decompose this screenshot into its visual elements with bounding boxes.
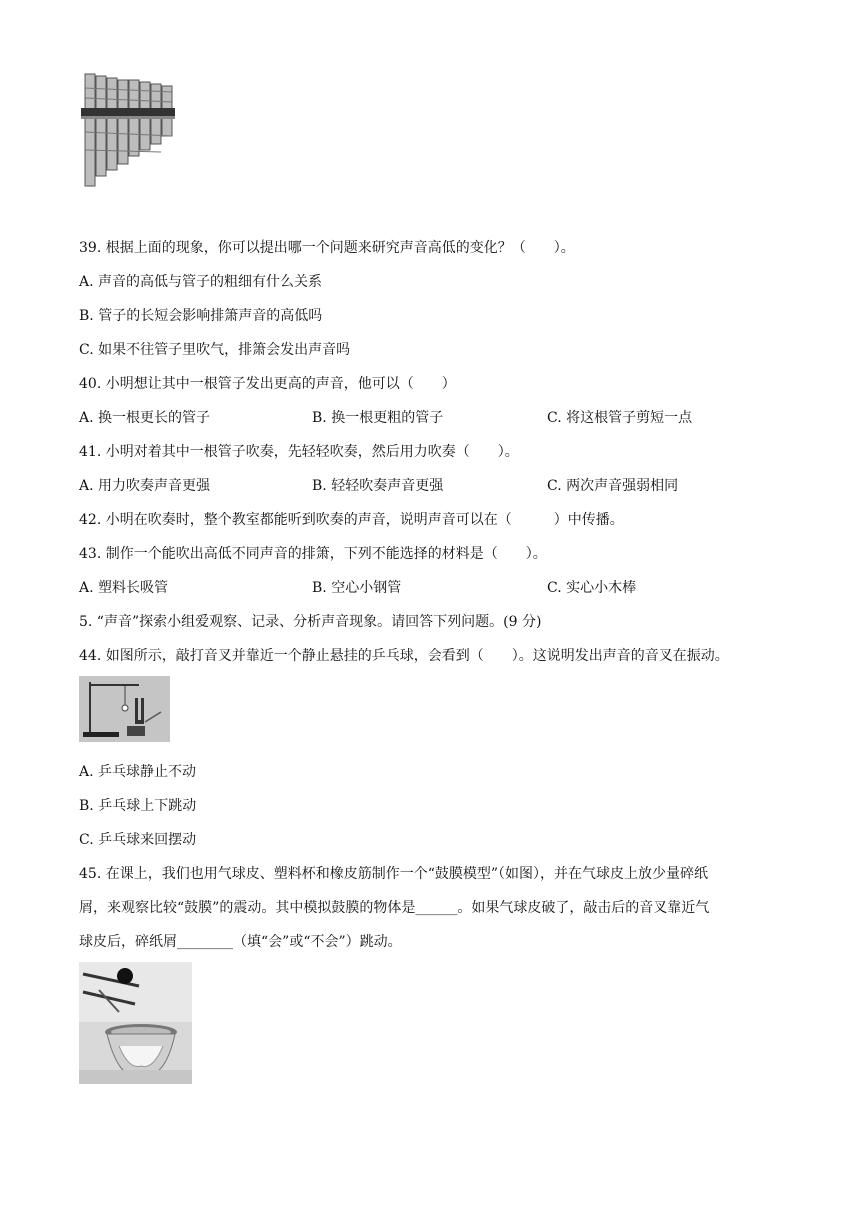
- question-43-option-a[interactable]: A. 塑料长吸管: [79, 580, 169, 596]
- question-39-option-a[interactable]: A. 声音的高低与管子的粗细有什么关系: [79, 274, 323, 290]
- question-45-line-2: 屑，来观察比较“鼓膜”的震动。其中模拟鼓膜的物体是______。如果气球皮破了，敲击后的音叉靠近气: [79, 900, 710, 916]
- question-41-option-b[interactable]: B. 轻轻吹奏声音更强: [312, 478, 444, 494]
- question-44-option-c[interactable]: C. 乒乓球来回摆动: [79, 832, 197, 848]
- question-44-option-a[interactable]: A. 乒乓球静止不动: [79, 764, 197, 780]
- question-44-option-b[interactable]: B. 乒乓球上下跳动: [79, 798, 197, 814]
- panpipe-image: [79, 70, 177, 192]
- eardrum-model-image: [79, 962, 192, 1084]
- question-40-option-b[interactable]: B. 换一根更粗的管子: [312, 410, 444, 426]
- question-40-stem: 40. 小明想让其中一根管子发出更高的声音，他可以（ ）: [79, 376, 456, 392]
- question-43-stem: 43. 制作一个能吹出高低不同声音的排箫，下列不能选择的材料是（ ）。: [79, 546, 547, 562]
- question-45-line-1: 45. 在课上，我们也用气球皮、塑料杯和橡皮筋制作一个“鼓膜模型”（如图），并在气球皮上放少量碎纸: [79, 866, 709, 882]
- question-41-stem: 41. 小明对着其中一根管子吹奏，先轻轻吹奏，然后用力吹奏（ ）。: [79, 444, 519, 460]
- tuning-fork-image: [79, 676, 170, 764]
- question-39-option-b[interactable]: B. 管子的长短会影响排箫声音的高低吗: [79, 308, 323, 324]
- question-43-option-c[interactable]: C. 实心小木棒: [547, 580, 637, 596]
- question-43-option-b[interactable]: B. 空心小钢管: [312, 580, 402, 596]
- question-42-stem: 42. 小明在吹奏时，整个教室都能听到吹奏的声音，说明声音可以在（ ）中传播。: [79, 512, 624, 528]
- question-40-option-a[interactable]: A. 换一根更长的管子: [79, 410, 211, 426]
- question-39-option-c[interactable]: C. 如果不往管子里吹气，排箫会发出声音吗: [79, 342, 351, 358]
- question-45-line-3: 球皮后，碎纸屑________（填“会”或“不会”）跳动。: [79, 934, 402, 950]
- question-41-option-a[interactable]: A. 用力吹奏声音更强: [79, 478, 211, 494]
- question-39-stem: 39. 根据上面的现象，你可以提出哪一个问题来研究声音高低的变化？（ ）。: [79, 240, 575, 256]
- question-44-stem: 44. 如图所示，敲打音叉并靠近一个静止悬挂的乒乓球，会看到（ ）。这说明发出声音的音叉在振动。: [79, 648, 729, 664]
- question-41-option-c[interactable]: C. 两次声音强弱相同: [547, 478, 679, 494]
- question-40-option-c[interactable]: C. 将这根管子剪短一点: [547, 410, 693, 426]
- section-5-heading: 5. “声音”探索小组爱观察、记录、分析声音现象。请回答下列问题。(9 分): [79, 614, 542, 630]
